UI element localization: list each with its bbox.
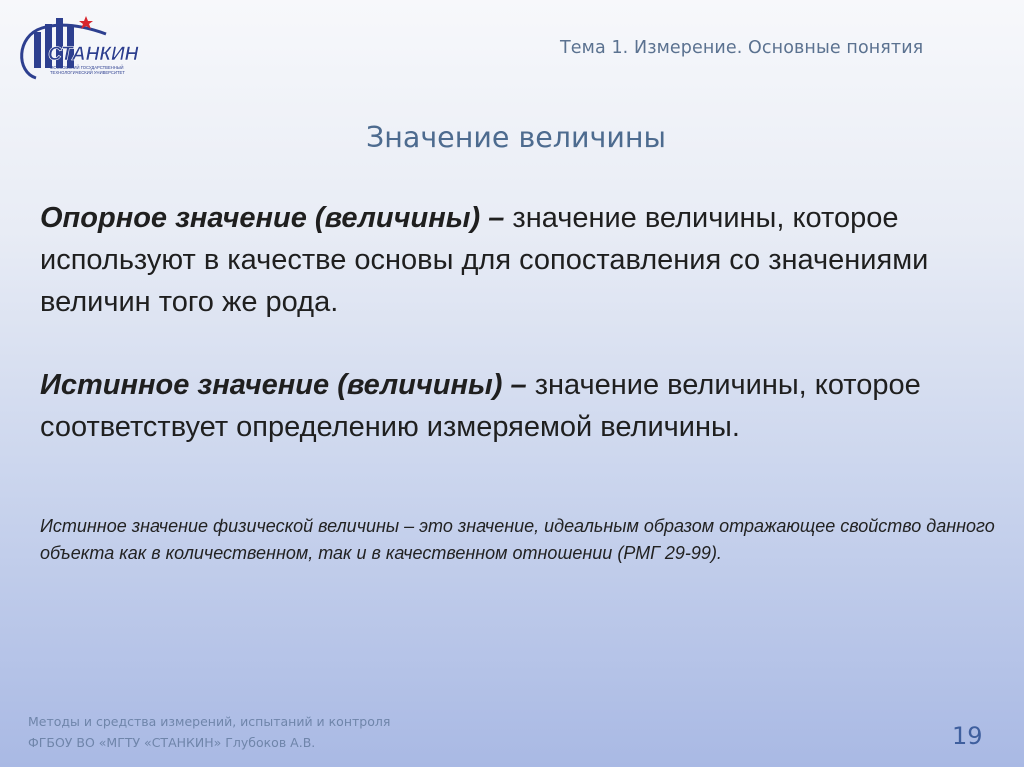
note-text: Истинное значение физической величины – это значение, идеальным образом отражающее свойство данного объекта как в количественном, так и в качественном отношении (РМГ 29-99). <box>40 516 995 563</box>
slide-title: Значение величины <box>365 121 667 154</box>
footer <box>28 711 390 753</box>
topic-header: Тема 1. Измерение. Основные понятия <box>560 38 924 58</box>
footer-course: Методы и средства измерений, испытаний и контроля <box>28 714 391 729</box>
definition-text: значение величины, которое используют в качестве основы для сопоставления со значениями величин того же рода. <box>40 202 929 318</box>
logo-subtitle-line2: ТЕХНОЛОГИЧЕСКИЙ УНИВЕРСИТЕТ <box>50 70 125 75</box>
stankin-logo <box>14 14 154 82</box>
page-number: 19 <box>952 722 983 750</box>
definition-term: Истинное значение (величины) – <box>40 369 527 401</box>
logo-name: СТАНКИН <box>48 44 139 65</box>
footer-author: ФГБОУ ВО «МГТУ «СТАНКИН» Глубоков А.В. <box>28 735 316 750</box>
definition-reference-value <box>40 197 990 323</box>
logo-subtitle-line1: МОСКОВСКИЙ ГОСУДАРСТВЕННЫЙ <box>50 65 124 70</box>
definition-text: значение величины, которое соответствует определению измеряемой величины. <box>40 369 921 443</box>
definition-term: Опорное значение (величины) – <box>40 202 505 234</box>
definition-true-value <box>40 364 990 448</box>
